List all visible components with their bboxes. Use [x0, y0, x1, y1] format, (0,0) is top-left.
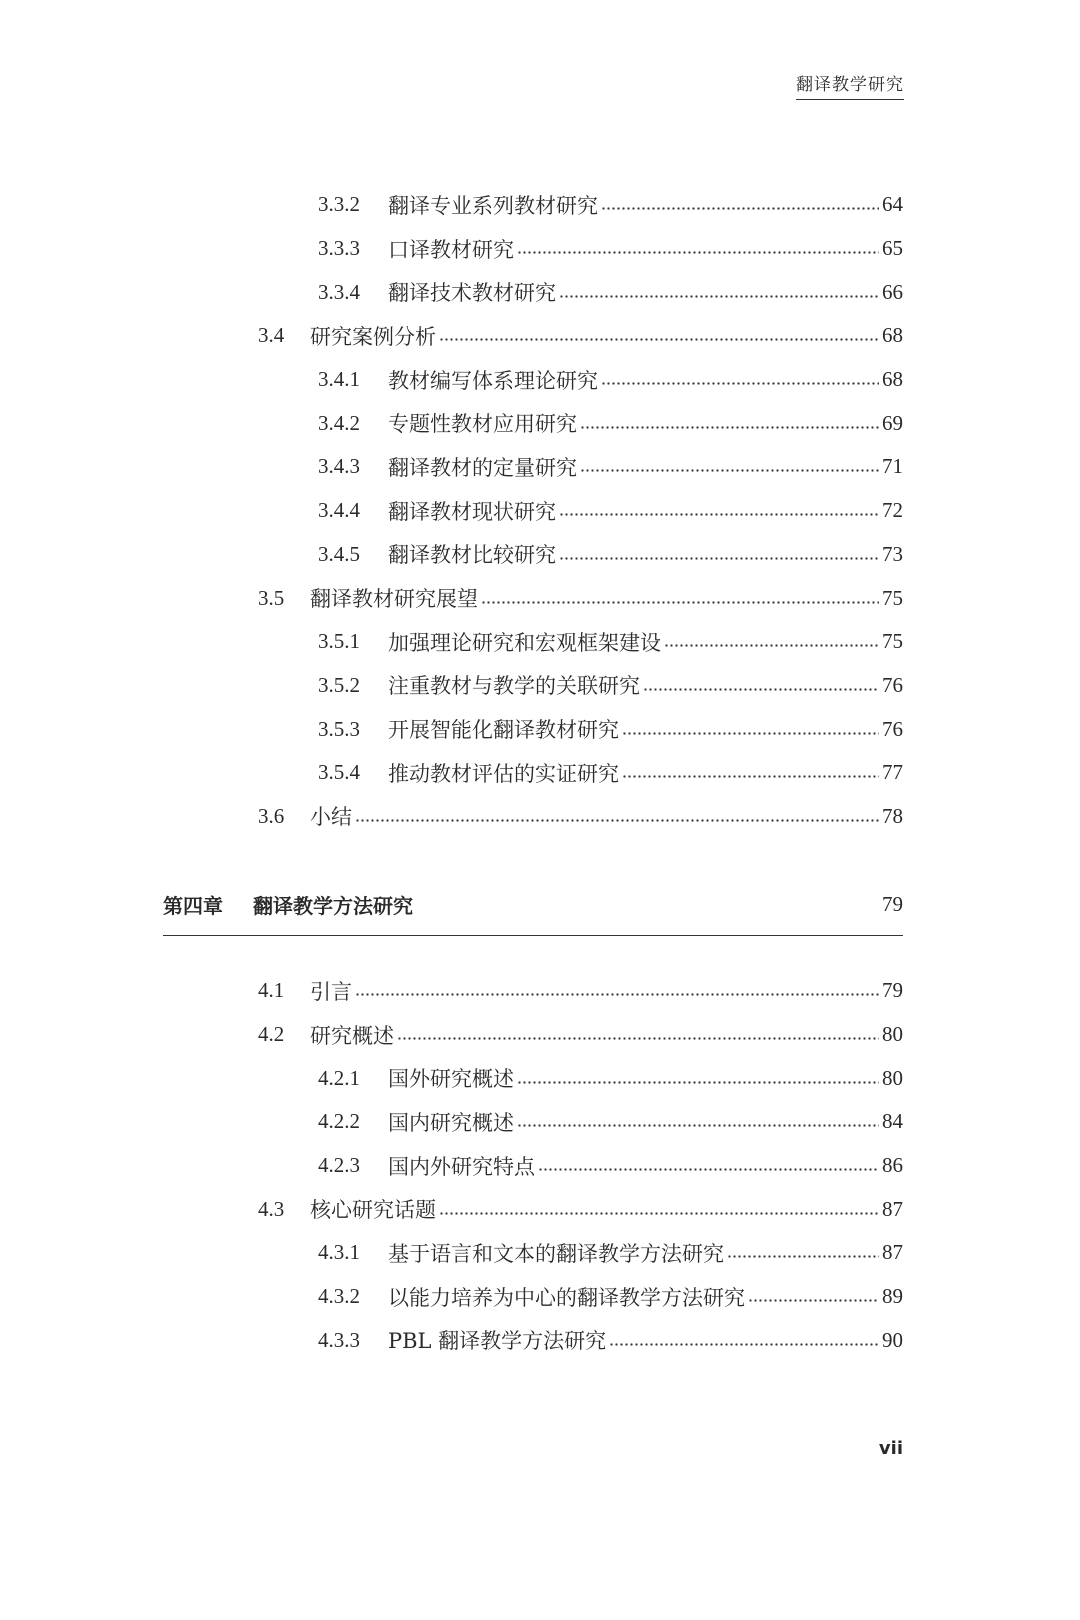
- entry-page: 79: [882, 978, 903, 1003]
- dot-leader: [727, 1255, 879, 1258]
- toc-entry[interactable]: [258, 445, 903, 489]
- toc-entry[interactable]: [258, 707, 903, 751]
- entry-number: 3.5.4: [318, 760, 360, 785]
- entry-page: 75: [882, 585, 903, 610]
- entry-number: 3.5.2: [318, 672, 360, 697]
- toc-entry[interactable]: [258, 314, 903, 358]
- entry-page: 65: [882, 236, 903, 261]
- dot-leader: [517, 1124, 879, 1127]
- entry-page: 90: [882, 1327, 903, 1352]
- dot-leader: [517, 1081, 879, 1084]
- entry-page: 80: [882, 1065, 903, 1090]
- dot-leader: [643, 688, 879, 691]
- toc-entry[interactable]: [258, 1275, 903, 1319]
- dot-leader: [538, 1168, 879, 1171]
- toc-entry[interactable]: [258, 1013, 903, 1057]
- entry-page: 69: [882, 410, 903, 435]
- entry-number: 3.3.2: [318, 192, 360, 217]
- dot-leader: [355, 993, 879, 996]
- entry-title: 推动教材评估的实证研究: [388, 761, 619, 786]
- entry-page: 86: [882, 1153, 903, 1178]
- entry-title: 教材编写体系理论研究: [388, 368, 598, 393]
- entry-title: 专题性教材应用研究: [388, 412, 577, 437]
- entry-number: 3.4: [258, 323, 285, 348]
- entry-page: 89: [882, 1284, 903, 1309]
- entry-title: 国外研究概述: [388, 1067, 514, 1092]
- entry-number: 4.3.1: [318, 1240, 360, 1265]
- entry-title: 翻译教材的定量研究: [388, 455, 577, 480]
- entry-number: 4.1: [258, 978, 285, 1003]
- entry-page: 68: [882, 367, 903, 392]
- entry-page: 76: [882, 716, 903, 741]
- dot-leader: [397, 1037, 879, 1040]
- dot-leader: [609, 1343, 879, 1346]
- entry-number: 3.6: [258, 803, 285, 828]
- dot-leader: [355, 819, 879, 822]
- entry-page: 78: [882, 803, 903, 828]
- entry-page: 75: [882, 629, 903, 654]
- chapter-title: 翻译教学方法研究: [253, 893, 413, 918]
- entry-page: 72: [882, 498, 903, 523]
- toc-entry[interactable]: [258, 227, 903, 271]
- entry-number: 4.2: [258, 1022, 285, 1047]
- dot-leader: [439, 1212, 879, 1215]
- entry-number: 3.4.3: [318, 454, 360, 479]
- dot-leader: [601, 382, 879, 385]
- entry-page: 77: [882, 760, 903, 785]
- dot-leader: [559, 513, 879, 516]
- dot-leader: [580, 469, 879, 472]
- toc-entry[interactable]: [258, 183, 903, 227]
- toc-entry[interactable]: [258, 1231, 903, 1275]
- entry-title: 研究案例分析: [310, 324, 436, 349]
- toc-entry[interactable]: [258, 1100, 903, 1144]
- entry-number: 3.3.3: [318, 236, 360, 261]
- entry-page: 64: [882, 192, 903, 217]
- entry-page: 71: [882, 454, 903, 479]
- entry-number: 4.3.2: [318, 1284, 360, 1309]
- dot-leader: [439, 338, 879, 341]
- dot-leader: [664, 644, 879, 647]
- entry-title: 口译教材研究: [388, 237, 514, 262]
- entry-title: 国内研究概述: [388, 1110, 514, 1135]
- entry-number: 3.4.5: [318, 541, 360, 566]
- entry-title: 翻译教材现状研究: [388, 499, 556, 524]
- toc-entry[interactable]: [258, 1144, 903, 1188]
- entry-page: 66: [882, 279, 903, 304]
- toc-entry[interactable]: [258, 969, 903, 1013]
- entry-number: 4.2.3: [318, 1153, 360, 1178]
- toc-entry[interactable]: [258, 270, 903, 314]
- page-folio: vii: [878, 1438, 903, 1459]
- entry-number: 3.3.4: [318, 279, 360, 304]
- entry-title: 核心研究话题: [310, 1198, 436, 1223]
- entry-title: 基于语言和文本的翻译教学方法研究: [388, 1241, 724, 1266]
- toc-entry[interactable]: [258, 620, 903, 664]
- chapter-heading[interactable]: [163, 885, 903, 936]
- dot-leader: [622, 732, 879, 735]
- toc-entry[interactable]: [258, 751, 903, 795]
- toc-entry[interactable]: [258, 489, 903, 533]
- entry-title: 国内外研究特点: [388, 1154, 535, 1179]
- toc-section-3: [258, 183, 903, 838]
- toc-entry[interactable]: [258, 664, 903, 708]
- entry-number: 3.5: [258, 585, 285, 610]
- entry-title: 引言: [310, 979, 352, 1004]
- toc-entry[interactable]: [258, 576, 903, 620]
- dot-leader: [601, 207, 879, 210]
- entry-title: 加强理论研究和宏观框架建设: [388, 630, 661, 655]
- entry-title: 翻译技术教材研究: [388, 281, 556, 306]
- entry-page: 68: [882, 323, 903, 348]
- toc-entry[interactable]: [258, 795, 903, 839]
- entry-page: 80: [882, 1022, 903, 1047]
- entry-page: 73: [882, 541, 903, 566]
- toc-entry[interactable]: [258, 401, 903, 445]
- dot-leader: [559, 295, 879, 298]
- toc-entry[interactable]: [258, 1056, 903, 1100]
- dot-leader: [748, 1299, 879, 1302]
- dot-leader: [517, 251, 879, 254]
- chapter-page: 79: [882, 891, 903, 916]
- dot-leader: [622, 775, 879, 778]
- toc-entry[interactable]: [258, 533, 903, 577]
- entry-title: 研究概述: [310, 1023, 394, 1048]
- entry-number: 3.4.2: [318, 410, 360, 435]
- dot-leader: [580, 426, 879, 429]
- entry-page: 87: [882, 1196, 903, 1221]
- entry-title: 开展智能化翻译教材研究: [388, 718, 619, 743]
- chapter-number: 第四章: [163, 893, 223, 918]
- entry-page: 76: [882, 672, 903, 697]
- running-head: 翻译教学研究: [796, 70, 904, 100]
- entry-number: 4.3.3: [318, 1327, 360, 1352]
- entry-title: 翻译教材研究展望: [310, 587, 478, 612]
- entry-title: PBL 翻译教学方法研究: [388, 1329, 607, 1354]
- toc-section-4: [258, 969, 903, 1362]
- toc-entry[interactable]: [258, 1319, 903, 1363]
- entry-number: 4.2.1: [318, 1065, 360, 1090]
- dot-leader: [481, 601, 879, 604]
- toc-entry[interactable]: [258, 358, 903, 402]
- entry-title: 小结: [310, 805, 352, 830]
- entry-number: 4.3: [258, 1196, 285, 1221]
- entry-number: 4.2.2: [318, 1109, 360, 1134]
- entry-number: 3.4.4: [318, 498, 360, 523]
- dot-leader: [559, 557, 879, 560]
- entry-title: 注重教材与教学的关联研究: [388, 674, 640, 699]
- toc-entry[interactable]: [258, 1187, 903, 1231]
- entry-title: 以能力培养为中心的翻译教学方法研究: [388, 1285, 745, 1310]
- entry-title: 翻译专业系列教材研究: [388, 193, 598, 218]
- entry-number: 3.4.1: [318, 367, 360, 392]
- entry-page: 87: [882, 1240, 903, 1265]
- entry-number: 3.5.3: [318, 716, 360, 741]
- entry-page: 84: [882, 1109, 903, 1134]
- entry-number: 3.5.1: [318, 629, 360, 654]
- entry-title: 翻译教材比较研究: [388, 543, 556, 568]
